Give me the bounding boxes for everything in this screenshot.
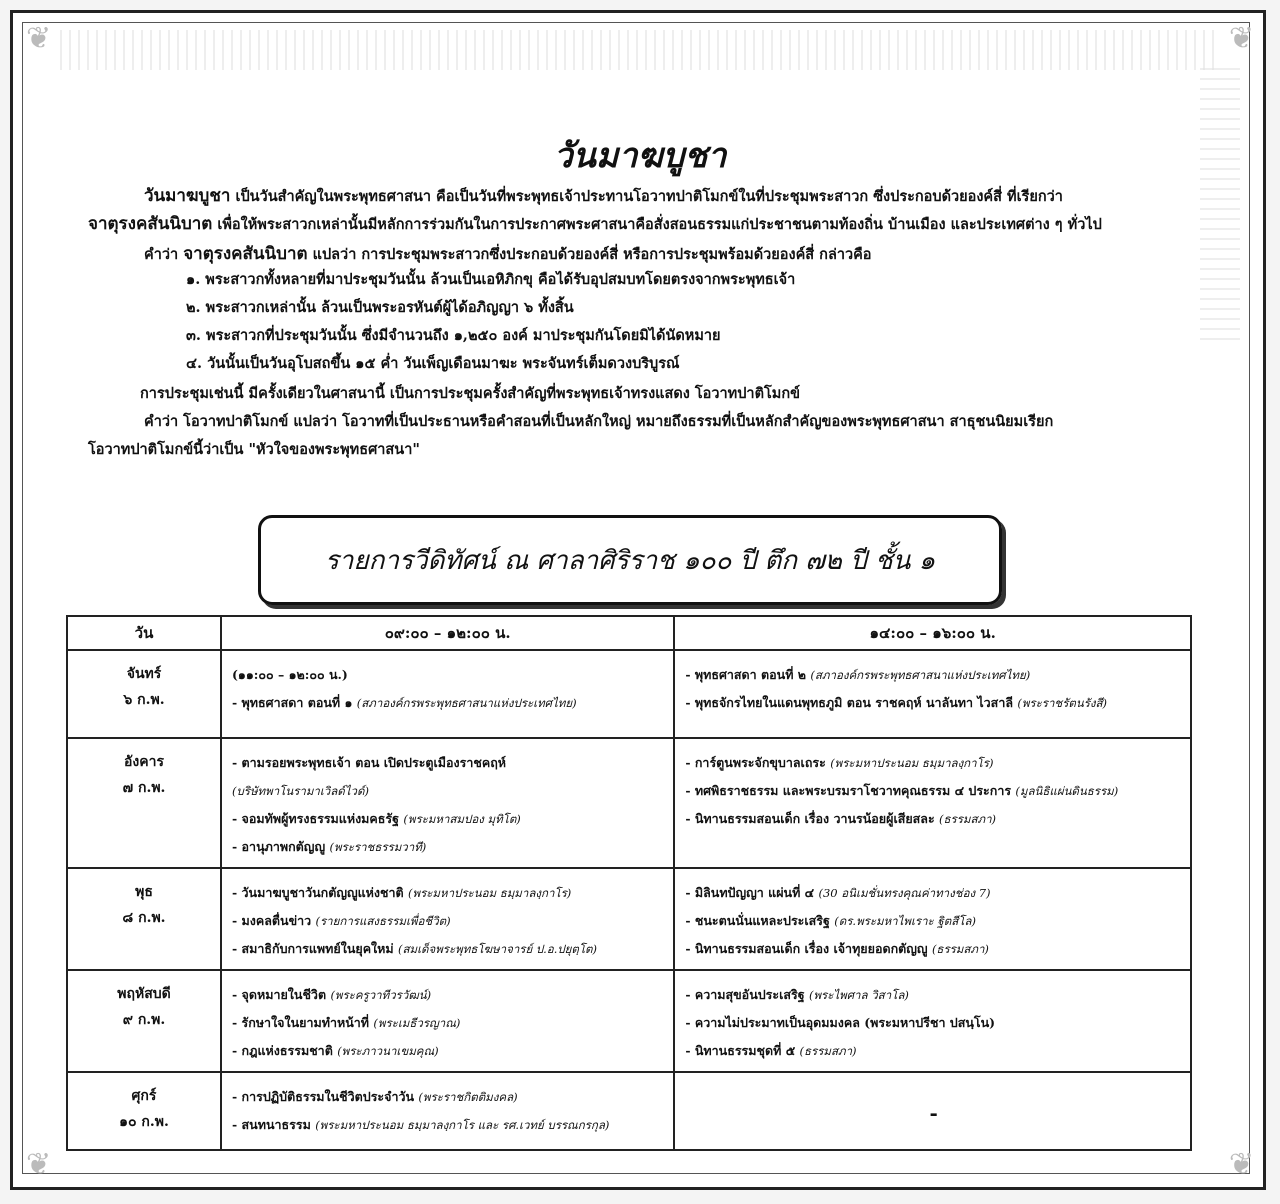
program-item-source: (พระมหาสมปอง มุทิโต) bbox=[403, 812, 521, 826]
paragraph-2 bbox=[88, 210, 1102, 237]
program-item-source: (พระไพศาล วิสาโล) bbox=[808, 988, 909, 1002]
afternoon-cell: - bbox=[674, 1072, 1191, 1150]
paragraph-4: การประชุมเช่นนี้ มีครั้งเดียวในศาสนานี้ เป็นการประชุมครั้งสำคัญที่พระพุทธเจ้าทรงแสดง โอวาทปาติโมกข์ bbox=[140, 385, 801, 402]
program-item-title: - การปฏิบัติธรรมในชีวิตประจำวัน bbox=[232, 1089, 415, 1104]
program-item bbox=[685, 879, 1182, 907]
program-item bbox=[685, 777, 1182, 805]
day-date: ๗ ก.พ. bbox=[122, 780, 166, 796]
program-item bbox=[685, 1037, 1182, 1065]
table-row bbox=[67, 1072, 1191, 1150]
program-item bbox=[685, 907, 1182, 935]
corner-ornament-icon: ❦ bbox=[1228, 21, 1254, 56]
program-item-source: (บริษัทพาโนรามาเวิลด์ไวด์) bbox=[232, 784, 369, 798]
list-item: ๒. พระสาวกเหล่านั้น ล้วนเป็นพระอรหันต์ผู้ได้อภิญญา ๖ ทั้งสิ้น bbox=[186, 299, 574, 316]
program-item bbox=[232, 1009, 665, 1037]
corner-ornament-icon: ❦ bbox=[26, 21, 52, 56]
term-highlight: วันมาฆบูชา bbox=[144, 186, 231, 206]
program-item bbox=[232, 749, 665, 777]
corner-ornament-icon: ❦ bbox=[1228, 1147, 1254, 1182]
paragraph-1 bbox=[144, 182, 1063, 209]
program-item bbox=[232, 805, 665, 833]
column-header-afternoon: ๑๔:๐๐ – ๑๖:๐๐ น. bbox=[674, 616, 1191, 650]
program-item-title: - พุทธศาสดา ตอนที่ ๒ bbox=[685, 667, 807, 682]
afternoon-cell bbox=[674, 650, 1191, 738]
program-item-title: - การ์ตูนพระจักขุบาลเถระ bbox=[685, 755, 826, 770]
column-header-day: วัน bbox=[67, 616, 221, 650]
program-item-title: - มงคลตื่นข่าว bbox=[232, 913, 312, 928]
afternoon-cell bbox=[674, 738, 1191, 868]
program-item-source: (พระเมธีวรญาณ) bbox=[373, 1016, 461, 1030]
day-cell bbox=[67, 738, 221, 868]
program-item bbox=[232, 907, 665, 935]
program-item-source: (พระมหาประนอม ธมฺมาลงฺกาโร) bbox=[408, 886, 572, 900]
day-name: ศุกร์ bbox=[131, 1088, 157, 1104]
program-item bbox=[232, 833, 665, 861]
program-item-title: - จุดหมายในชีวิต bbox=[232, 987, 327, 1002]
day-name: อังคาร bbox=[124, 754, 164, 770]
program-item-title: - จอมทัพผู้ทรงธรรมแห่งมคธรัฐ bbox=[232, 811, 400, 826]
program-item-source: (รายการแสงธรรมเพื่อชีวิต) bbox=[315, 914, 451, 928]
program-item bbox=[685, 1009, 1182, 1037]
program-item bbox=[232, 1083, 665, 1111]
column-header-morning: ๐๙:๐๐ – ๑๒:๐๐ น. bbox=[221, 616, 674, 650]
morning-cell bbox=[221, 738, 674, 868]
program-item-source: (พระราชกิตติมงคล) bbox=[418, 1090, 518, 1104]
paragraph-text: เป็นวันสำคัญในพระพุทธศาสนา คือเป็นวันที่พระพุทธเจ้าประทานโอวาทปาติโมกข์ในที่ประชุมพระสาวก ซึ่งประกอบด้วยองค์สี่ ที่เรียกว่า bbox=[235, 188, 1063, 205]
program-item bbox=[232, 1111, 665, 1139]
list-item: ๓. พระสาวกที่ประชุมวันนั้น ซึ่งมีจำนวนถึง ๑,๒๕๐ องค์ มาประชุมกันโดยมิได้นัดหมาย bbox=[186, 327, 721, 344]
program-title: รายการวีดิทัศน์ ณ ศาลาศิริราช ๑๐๐ ปี ตึก ๗๒ ปี ชั้น ๑ bbox=[324, 545, 936, 576]
day-date: ๖ ก.พ. bbox=[123, 692, 165, 708]
program-item-title: - มิลินทปัญญา แผ่นที่ ๔ bbox=[685, 885, 815, 900]
afternoon-cell bbox=[674, 868, 1191, 970]
program-item bbox=[685, 935, 1182, 963]
table-row bbox=[67, 970, 1191, 1072]
day-name: พฤหัสบดี bbox=[117, 986, 171, 1002]
day-name: จันทร์ bbox=[126, 666, 162, 682]
program-item-title: - พุทธศาสดา ตอนที่ ๑ bbox=[232, 695, 353, 710]
program-item-title: - ชนะตนนั่นแหละประเสริฐ bbox=[685, 913, 830, 928]
table-header-row bbox=[67, 616, 1191, 650]
program-item bbox=[685, 981, 1182, 1009]
program-item-source: (พระภาวนาเขมคุณ) bbox=[337, 1044, 439, 1058]
program-item-title: - ตามรอยพระพุทธเจ้า ตอน เปิดประตูเมืองราชคฤห์ bbox=[232, 755, 507, 770]
program-item bbox=[232, 879, 665, 907]
morning-cell bbox=[221, 970, 674, 1072]
paragraph-6: โอวาทปาติโมกข์นี้ว่าเป็น "หัวใจของพระพุทธศาสนา" bbox=[88, 441, 420, 458]
program-item-source: (สภาองค์กรพระพุทธศาสนาแห่งประเทศไทย) bbox=[356, 696, 577, 710]
day-name: พุธ bbox=[135, 884, 153, 900]
table-row bbox=[67, 650, 1191, 738]
morning-cell bbox=[221, 650, 674, 738]
day-cell bbox=[67, 650, 221, 738]
day-date: ๙ ก.พ. bbox=[122, 1012, 166, 1028]
program-item bbox=[685, 661, 1182, 689]
day-date: ๑๐ ก.พ. bbox=[119, 1114, 169, 1130]
paragraph-5: คำว่า โอวาทปาติโมกข์ แปลว่า โอวาทที่เป็นประธานหรือคำสอนที่เป็นหลักใหญ่ หมายถึงธรรมที่เป็นหลักสำคัญของพระพุทธศาสนา สาธุชนนิยมเรียก bbox=[144, 413, 1054, 430]
program-item-title: - อานุภาพกตัญญู bbox=[232, 839, 326, 854]
program-item-title: (๑๑:๐๐ – ๑๒:๐๐ น.) bbox=[232, 667, 348, 682]
program-item-source: (พระราชธรรมวาที) bbox=[329, 840, 427, 854]
list-item: ๑. พระสาวกทั้งหลายที่มาประชุมวันนั้น ล้วนเป็นเอหิภิกขุ คือได้รับอุปสมบทโดยตรงจากพระพุทธเจ้า bbox=[186, 271, 796, 288]
schedule-table bbox=[66, 615, 1192, 1151]
paragraph-3 bbox=[144, 240, 872, 267]
program-item-source: (30 อนิเมชั่นทรงคุณค่าทางช่อง 7) bbox=[818, 886, 991, 900]
program-item-title: - นิทานธรรมสอนเด็ก เรื่อง เจ้าทุยยอดกตัญญู bbox=[685, 941, 928, 956]
program-item-source: (พระมหาประนอม ธมฺมาลงฺกาโร) bbox=[830, 756, 994, 770]
program-item bbox=[232, 777, 665, 805]
paragraph-text: เพื่อให้พระสาวกเหล่านั้นมีหลักการร่วมกันในการประกาศพระศาสนาคือสั่งสอนธรรมแก่ประชาชนตามท้องถิ่น บ้านเมือง และประเทศต่าง ๆ ทั่วไป bbox=[217, 216, 1102, 233]
day-date: ๘ ก.พ. bbox=[122, 910, 166, 926]
morning-cell bbox=[221, 868, 674, 970]
corner-ornament-icon: ❦ bbox=[26, 1147, 52, 1182]
program-item bbox=[232, 981, 665, 1009]
paragraph-text: คำว่า bbox=[144, 246, 179, 263]
program-item bbox=[685, 749, 1182, 777]
program-item-title: - วันมาฆบูชาวันกตัญญูแห่งชาติ bbox=[232, 885, 404, 900]
morning-cell bbox=[221, 1072, 674, 1150]
program-item-source: (มูลนิธิแผ่นดินธรรม) bbox=[1015, 784, 1119, 798]
program-item-title: - สมาธิกับการแพทย์ในยุคใหม่ bbox=[232, 941, 394, 956]
day-cell bbox=[67, 868, 221, 970]
program-item-source: (พระครูวาทีวรวัฒน์) bbox=[330, 988, 432, 1002]
program-item-source: (ดร.พระมหาไพเราะ ฐิตสีโล) bbox=[834, 914, 976, 928]
program-item-title: - ความสุขอันประเสริฐ bbox=[685, 987, 805, 1002]
program-item-source: (สมเด็จพระพุทธโฆษาจารย์ ป.อ.ปยุตฺโต) bbox=[398, 942, 598, 956]
program-item bbox=[232, 661, 665, 689]
program-item bbox=[232, 689, 665, 717]
program-item-source: (ธรรมสภา) bbox=[931, 942, 989, 956]
afternoon-cell bbox=[674, 970, 1191, 1072]
list-item: ๔. วันนั้นเป็นวันอุโบสถขึ้น ๑๕ ค่ำ วันเพ็ญเดือนมาฆะ พระจันทร์เต็มดวงบริบูรณ์ bbox=[186, 355, 680, 372]
program-item-source: (ธรรมสภา) bbox=[799, 1044, 857, 1058]
program-item-source: (ธรรมสภา) bbox=[939, 812, 997, 826]
table-row bbox=[67, 738, 1191, 868]
program-item-title: - ความไม่ประมาทเป็นอุดมมงคล (พระมหาปรีชา ปสนฺโน) bbox=[685, 1015, 996, 1030]
program-item bbox=[232, 1037, 665, 1065]
day-cell bbox=[67, 1072, 221, 1150]
program-item bbox=[232, 935, 665, 963]
program-item-source: (พระราชรัตนรังสี) bbox=[1017, 696, 1108, 710]
program-item-source: (สภาองค์กรพระพุทธศาสนาแห่งประเทศไทย) bbox=[810, 668, 1031, 682]
table-row bbox=[67, 868, 1191, 970]
program-title-box bbox=[258, 515, 1002, 605]
program-item-title: - รักษาใจในยามทำหน้าที่ bbox=[232, 1015, 370, 1030]
program-item-title: - ทศพิธราชธรรม และพระบรมราโชวาทคุณธรรม ๔ ประการ bbox=[685, 783, 1012, 798]
day-cell bbox=[67, 970, 221, 1072]
program-item-source: (พระมหาประนอม ธมฺมาลงฺกาโร และ รศ.เวทย์ บรรณกรกุล) bbox=[315, 1118, 610, 1132]
page-title: วันมาฆบูชา bbox=[553, 136, 727, 176]
program-item-title: - นิทานธรรมชุดที่ ๕ bbox=[685, 1043, 796, 1058]
term-highlight: จาตุรงคสันนิบาต bbox=[183, 244, 308, 264]
program-item-title: - กฎแห่งธรรมชาติ bbox=[232, 1043, 333, 1058]
program-item-title: - พุทธจักรไทยในแดนพุทธภูมิ ตอน ราชคฤห์ นาลันทา ไวสาลี bbox=[685, 695, 1013, 710]
paragraph-text: แปลว่า การประชุมพระสาวกซึ่งประกอบด้วยองค์สี่ หรือการประชุมพร้อมด้วยองค์สี่ กล่าวคือ bbox=[312, 246, 872, 263]
program-item-title: - นิทานธรรมสอนเด็ก เรื่อง วานรน้อยผู้เสียสละ bbox=[685, 811, 935, 826]
program-item bbox=[685, 689, 1182, 717]
program-item bbox=[685, 805, 1182, 833]
term-highlight: จาตุรงคสันนิบาต bbox=[88, 214, 213, 234]
program-item-title: - สนทนาธรรม bbox=[232, 1117, 311, 1132]
